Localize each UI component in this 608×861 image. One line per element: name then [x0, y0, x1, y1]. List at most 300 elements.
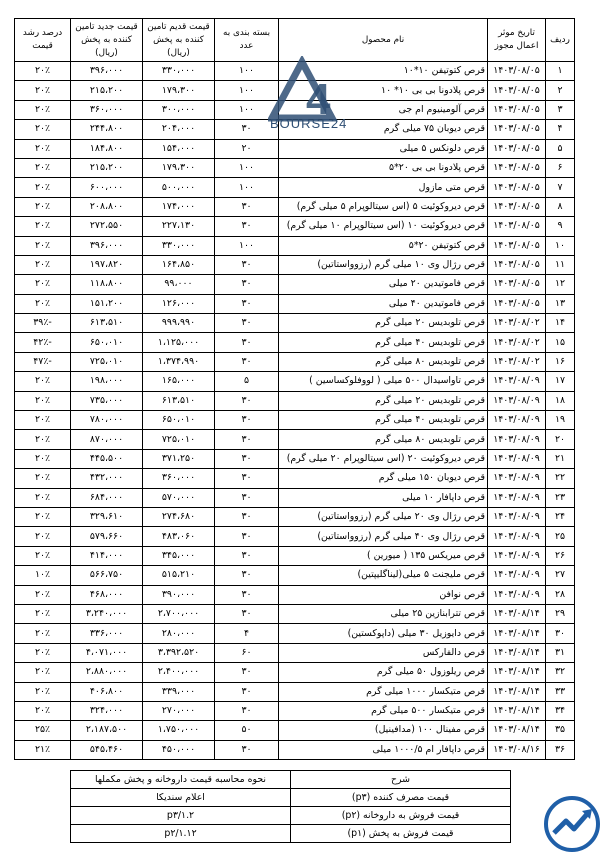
row-number: ۳۴ [546, 701, 575, 720]
row-new-price: ۱۹۷،۸۲۰ [71, 255, 143, 274]
footer-calc: اعلام سندیکا [71, 789, 291, 807]
row-date: ۱۴۰۳/۰۸/۰۹ [488, 546, 546, 565]
row-pack: ۶۰ [215, 643, 279, 662]
row-growth: ۲۰٪ [15, 100, 71, 119]
row-name: قرص تلوبدیس ۲۰ میلی گرم [279, 391, 488, 410]
row-number: ۳۵ [546, 721, 575, 740]
row-old-price: ۶۵۰،۰۱۰ [143, 411, 215, 430]
row-number: ۲۴ [546, 507, 575, 526]
table-row [15, 352, 575, 371]
row-growth: ۲۰٪ [15, 255, 71, 274]
row-name: قرص فاموتیدین ۲۰ میلی [279, 275, 488, 294]
row-new-price: ۳۲۴،۰۰۰ [71, 701, 143, 720]
header-name: نام محصول [279, 19, 488, 62]
row-name: قرص تترابنازین ۲۵ میلی [279, 604, 488, 623]
row-pack: ۳۰ [215, 604, 279, 623]
row-name: قرص نوافن [279, 585, 488, 604]
row-pack: ۱۰۰ [215, 158, 279, 177]
row-new-price: ۳،۲۴۰،۰۰۰ [71, 604, 143, 623]
trend-logo-icon [540, 795, 604, 853]
row-growth: ۲۰٪ [15, 663, 71, 682]
table-row [15, 701, 575, 720]
row-name: قرص تلوبدیس ۸۰ میلی گرم [279, 352, 488, 371]
header-pack: بسته بندی به عدد [215, 19, 279, 62]
row-date: ۱۴۰۳/۰۸/۰۲ [488, 333, 546, 352]
row-name: قرص تلوبدیس ۴۰ میلی گرم [279, 411, 488, 430]
row-growth: ۲۰٪ [15, 275, 71, 294]
row-old-price: ۹۹۹،۹۹۰ [143, 314, 215, 333]
row-growth: ۲۰٪ [15, 139, 71, 158]
row-name: قرص متیکسار ۵۰۰ میلی گرم [279, 701, 488, 720]
row-date: ۱۴۰۳/۰۸/۰۵ [488, 139, 546, 158]
row-old-price: ۱۶۴،۸۵۰ [143, 255, 215, 274]
table-row [15, 507, 575, 526]
row-pack: ۳۰ [215, 255, 279, 274]
row-pack: ۱۰۰ [215, 62, 279, 81]
row-name: قرص داپافار ۱۰ میلی [279, 488, 488, 507]
table-row [15, 294, 575, 313]
row-number: ۱۳ [546, 294, 575, 313]
table-row [15, 566, 575, 585]
row-pack: ۳۰ [215, 682, 279, 701]
row-old-price: ۱،۳۷۴،۹۹۰ [143, 352, 215, 371]
row-name: قرص ریلوزول ۵۰ میلی گرم [279, 663, 488, 682]
row-pack: ۳۰ [215, 701, 279, 720]
row-pack: ۳۰ [215, 546, 279, 565]
svg-text:4: 4 [306, 75, 331, 124]
header-growth: درصد رشد قیمت [15, 19, 71, 62]
row-old-price: ۱،۷۵۰،۰۰۰ [143, 721, 215, 740]
table-row [15, 372, 575, 391]
row-date: ۱۴۰۳/۰۸/۱۴ [488, 624, 546, 643]
row-number: ۴ [546, 120, 575, 139]
table-row [15, 217, 575, 236]
table-row [15, 314, 575, 333]
row-new-price: ۳۲۹،۶۱۰ [71, 507, 143, 526]
row-growth: ۲۰٪ [15, 217, 71, 236]
row-new-price: ۵۶۶،۷۵۰ [71, 566, 143, 585]
row-date: ۱۴۰۳/۰۸/۱۴ [488, 663, 546, 682]
table-row [15, 585, 575, 604]
table-row [15, 527, 575, 546]
row-old-price: ۳۶۰،۰۰۰ [143, 469, 215, 488]
table-row [15, 236, 575, 255]
footer-row [71, 789, 511, 807]
row-number: ۳۳ [546, 682, 575, 701]
row-number: ۱۱ [546, 255, 575, 274]
row-growth: ۲۰٪ [15, 120, 71, 139]
footer-desc: قیمت فروش به داروخانه (p۲) [291, 807, 511, 825]
table-row [15, 411, 575, 430]
row-number: ۱۲ [546, 275, 575, 294]
row-name: قرص تلوبدیس ۲۰ میلی گرم [279, 314, 488, 333]
row-new-price: ۳۳۶،۰۰۰ [71, 624, 143, 643]
row-name: قرص تلوبدیس ۸۰ میلی گرم [279, 430, 488, 449]
row-number: ۳۱ [546, 643, 575, 662]
row-new-price: ۳۹۶،۰۰۰ [71, 236, 143, 255]
row-date: ۱۴۰۳/۰۸/۰۵ [488, 217, 546, 236]
row-pack: ۳۰ [215, 585, 279, 604]
row-pack: ۳۰ [215, 333, 279, 352]
row-date: ۱۴۰۳/۰۸/۱۴ [488, 701, 546, 720]
row-pack: ۳۰ [215, 663, 279, 682]
table-row [15, 333, 575, 352]
row-old-price: ۳۳۹،۰۰۰ [143, 682, 215, 701]
row-name: قرص متیکسار ۱۰۰۰ میلی گرم [279, 682, 488, 701]
row-old-price: ۱۷۹،۳۰۰ [143, 158, 215, 177]
row-new-price: ۱۵۱،۲۰۰ [71, 294, 143, 313]
row-old-price: ۳،۳۹۲،۵۲۰ [143, 643, 215, 662]
row-pack: ۵ [215, 372, 279, 391]
row-pack: ۱۰۰ [215, 81, 279, 100]
row-date: ۱۴۰۳/۰۸/۰۵ [488, 62, 546, 81]
row-number: ۱۹ [546, 411, 575, 430]
footer-header-row [71, 771, 511, 789]
row-new-price: ۲۱۵،۲۰۰ [71, 158, 143, 177]
row-number: ۳۲ [546, 663, 575, 682]
row-new-price: ۶۰۰،۰۰۰ [71, 178, 143, 197]
row-new-price: ۶۵۰،۰۱۰ [71, 333, 143, 352]
row-number: ۶ [546, 158, 575, 177]
row-old-price: ۲،۷۰۰،۰۰۰ [143, 604, 215, 623]
row-pack: ۳۰ [215, 314, 279, 333]
row-name: قرص تلوبدیس ۴۰ میلی گرم [279, 333, 488, 352]
row-old-price: ۱۵۴،۰۰۰ [143, 139, 215, 158]
row-pack: ۱۰۰ [215, 100, 279, 119]
row-name: قرص پلادونا بی بی ۱۰* ۱۰ [279, 81, 488, 100]
row-old-price: ۳۳۰،۰۰۰ [143, 236, 215, 255]
table-row [15, 546, 575, 565]
row-growth: ۲۰٪ [15, 197, 71, 216]
row-number: ۱ [546, 62, 575, 81]
row-number: ۲۸ [546, 585, 575, 604]
row-growth: ۲۰٪ [15, 62, 71, 81]
row-old-price: ۱،۱۲۵،۰۰۰ [143, 333, 215, 352]
row-number: ۲۵ [546, 527, 575, 546]
table-row [15, 624, 575, 643]
row-number: ۱۷ [546, 372, 575, 391]
table-row [15, 604, 575, 623]
row-name: قرص فاموتیدین ۴۰ میلی [279, 294, 488, 313]
table-row [15, 255, 575, 274]
footer-header-desc: شرح [291, 771, 511, 789]
row-name: قرص آلومینیوم ام جی [279, 100, 488, 119]
row-number: ۳۰ [546, 624, 575, 643]
row-growth: ۲۰٪ [15, 585, 71, 604]
row-date: ۱۴۰۳/۰۸/۰۵ [488, 158, 546, 177]
row-growth: ۲۰٪ [15, 236, 71, 255]
row-number: ۱۰ [546, 236, 575, 255]
row-name: قرص مفینال ۱۰۰ (مدافینیل) [279, 721, 488, 740]
row-pack: ۲۰ [215, 139, 279, 158]
row-pack: ۴ [215, 624, 279, 643]
row-growth: ۲۰٪ [15, 158, 71, 177]
row-growth: -۴۲٪ [15, 333, 71, 352]
table-row [15, 430, 575, 449]
row-date: ۱۴۰۳/۰۸/۰۹ [488, 566, 546, 585]
row-new-price: ۱۱۸،۸۰۰ [71, 275, 143, 294]
row-old-price: ۲۷۴،۶۸۰ [143, 507, 215, 526]
header-old-price: قیمت قدیم تامین کننده به پخش (ریال) [143, 19, 215, 62]
row-date: ۱۴۰۳/۰۸/۰۹ [488, 391, 546, 410]
row-date: ۱۴۰۳/۰۸/۱۴ [488, 604, 546, 623]
row-number: ۱۸ [546, 391, 575, 410]
row-pack: ۳۰ [215, 566, 279, 585]
row-date: ۱۴۰۳/۰۸/۰۹ [488, 585, 546, 604]
row-date: ۱۴۰۳/۰۸/۰۵ [488, 255, 546, 274]
row-growth: ۲۰٪ [15, 546, 71, 565]
row-old-price: ۲،۴۰۰،۰۰۰ [143, 663, 215, 682]
row-number: ۹ [546, 217, 575, 236]
row-number: ۳ [546, 100, 575, 119]
row-number: ۷ [546, 178, 575, 197]
row-growth: ۲۰٪ [15, 449, 71, 468]
row-date: ۱۴۰۳/۰۸/۰۹ [488, 469, 546, 488]
row-number: ۲۰ [546, 430, 575, 449]
footer-calc: p۳/۱.۲ [71, 807, 291, 825]
row-new-price: ۴،۰۷۱،۰۰۰ [71, 643, 143, 662]
row-growth: ۲۰٪ [15, 701, 71, 720]
row-old-price: ۱۷۹،۳۰۰ [143, 81, 215, 100]
row-date: ۱۴۰۳/۰۸/۱۴ [488, 643, 546, 662]
row-old-price: ۹۹،۰۰۰ [143, 275, 215, 294]
row-pack: ۱۰۰ [215, 236, 279, 255]
row-old-price: ۷۲۵،۰۱۰ [143, 430, 215, 449]
row-date: ۱۴۰۳/۰۸/۰۹ [488, 372, 546, 391]
table-row [15, 449, 575, 468]
row-growth: ۲۰٪ [15, 430, 71, 449]
row-growth: ۲۰٪ [15, 411, 71, 430]
row-new-price: ۲۴۴،۸۰۰ [71, 120, 143, 139]
bourse24-watermark-text: BOURSE24 [270, 116, 348, 131]
row-number: ۲۹ [546, 604, 575, 623]
row-growth: -۴۷٪ [15, 352, 71, 371]
row-new-price: ۱۸۴،۸۰۰ [71, 139, 143, 158]
row-old-price: ۱۶۵،۰۰۰ [143, 372, 215, 391]
row-new-price: ۵۴۵،۴۶۰ [71, 740, 143, 759]
row-number: ۲۷ [546, 566, 575, 585]
row-number: ۱۵ [546, 333, 575, 352]
row-date: ۱۴۰۳/۰۸/۰۹ [488, 527, 546, 546]
row-pack: ۳۰ [215, 527, 279, 546]
row-new-price: ۱۹۸،۰۰۰ [71, 372, 143, 391]
row-old-price: ۱۷۴،۰۰۰ [143, 197, 215, 216]
row-growth: ۲۰٪ [15, 81, 71, 100]
footer-row [71, 807, 511, 825]
row-pack: ۳۰ [215, 217, 279, 236]
table-row [15, 643, 575, 662]
row-new-price: ۳۹۶،۰۰۰ [71, 62, 143, 81]
row-number: ۲۱ [546, 449, 575, 468]
row-new-price: ۴۰۶،۸۰۰ [71, 682, 143, 701]
row-pack: ۳۰ [215, 411, 279, 430]
row-new-price: ۷۲۵،۰۱۰ [71, 352, 143, 371]
table-row [15, 158, 575, 177]
row-name: قرص تاواسیدال ۵۰۰ میلی ( لووفلوکساسین ) [279, 372, 488, 391]
table-row [15, 488, 575, 507]
row-pack: ۳۰ [215, 197, 279, 216]
row-growth: ۲۰٪ [15, 391, 71, 410]
header-row-no: ردیف [546, 19, 575, 62]
row-new-price: ۶۱۳،۵۱۰ [71, 314, 143, 333]
table-row [15, 721, 575, 740]
row-pack: ۳۰ [215, 469, 279, 488]
row-number: ۱۴ [546, 314, 575, 333]
footer-row [71, 825, 511, 843]
row-date: ۱۴۰۳/۰۸/۰۹ [488, 411, 546, 430]
row-date: ۱۴۰۳/۰۸/۰۹ [488, 430, 546, 449]
row-new-price: ۲۷۲،۵۵۰ [71, 217, 143, 236]
row-growth: ۲۰٪ [15, 604, 71, 623]
row-name: قرص رژال وی ۴۰ میلی گرم (رزوواستاتین) [279, 527, 488, 546]
row-pack: ۳۰ [215, 740, 279, 759]
row-pack: ۳۰ [215, 294, 279, 313]
row-number: ۲۲ [546, 469, 575, 488]
row-name: قرص دیروکوئیت ۱۰ (اس سیتالوپرام ۱۰ میلی گرم) [279, 217, 488, 236]
row-new-price: ۴۳۲،۰۰۰ [71, 469, 143, 488]
row-name: قرص میریکس ۱۳۵ ( میورین ) [279, 546, 488, 565]
row-growth: ۲۰٪ [15, 469, 71, 488]
row-pack: ۳۰ [215, 449, 279, 468]
row-date: ۱۴۰۳/۰۸/۰۵ [488, 81, 546, 100]
row-growth: -۳۹٪ [15, 314, 71, 333]
row-old-price: ۳۷۱،۲۵۰ [143, 449, 215, 468]
row-date: ۱۴۰۳/۰۸/۰۵ [488, 120, 546, 139]
row-old-price: ۲۲۷،۱۳۰ [143, 217, 215, 236]
row-date: ۱۴۰۳/۰۸/۰۹ [488, 507, 546, 526]
row-growth: ۲۰٪ [15, 488, 71, 507]
row-pack: ۳۰ [215, 275, 279, 294]
row-growth: ۲۰٪ [15, 507, 71, 526]
row-date: ۱۴۰۳/۰۸/۱۶ [488, 740, 546, 759]
row-new-price: ۲۰۸،۸۰۰ [71, 197, 143, 216]
row-name: قرص دلونکس ۵ میلی [279, 139, 488, 158]
row-name: قرص رژال وی ۲۰ میلی گرم (رزوواستاتین) [279, 507, 488, 526]
row-growth: ۲۰٪ [15, 294, 71, 313]
row-pack: ۳۰ [215, 391, 279, 410]
row-old-price: ۶۱۳،۵۱۰ [143, 391, 215, 410]
table-row [15, 740, 575, 759]
row-growth: ۲۰٪ [15, 372, 71, 391]
header-date: تاریخ موثر اعمال مجوز [488, 19, 546, 62]
row-growth: ۱۰٪ [15, 566, 71, 585]
row-old-price: ۲۷۰،۰۰۰ [143, 701, 215, 720]
row-name: قرص دیروکوئیت ۵ (اس سیتالوپرام ۵ میلی گرم) [279, 197, 488, 216]
row-old-price: ۳۹۰،۰۰۰ [143, 585, 215, 604]
row-date: ۱۴۰۳/۰۸/۰۹ [488, 449, 546, 468]
row-number: ۳۶ [546, 740, 575, 759]
row-pack: ۳۰ [215, 352, 279, 371]
table-row [15, 139, 575, 158]
row-growth: ۲۰٪ [15, 624, 71, 643]
row-old-price: ۴۸۳،۰۶۰ [143, 527, 215, 546]
table-row [15, 197, 575, 216]
row-old-price: ۲۸۰،۰۰۰ [143, 624, 215, 643]
table-row [15, 275, 575, 294]
row-name: قرص دایوزیل ۳۰ میلی (داپوکستین) [279, 624, 488, 643]
row-growth: ۲۵٪ [15, 721, 71, 740]
row-name: قرص دیروکوئیت ۲۰ (اس سیتالوپرام ۲۰ میلی گرم) [279, 449, 488, 468]
row-new-price: ۷۸۰،۰۰۰ [71, 411, 143, 430]
row-number: ۲۶ [546, 546, 575, 565]
table-row [15, 663, 575, 682]
row-old-price: ۲۰۴،۰۰۰ [143, 120, 215, 139]
row-old-price: ۳۰۰،۰۰۰ [143, 100, 215, 119]
table-row [15, 682, 575, 701]
row-new-price: ۴۴۵،۵۰۰ [71, 449, 143, 468]
row-growth: ۲۰٪ [15, 643, 71, 662]
row-new-price: ۴۱۴،۰۰۰ [71, 546, 143, 565]
row-new-price: ۴۶۸،۰۰۰ [71, 585, 143, 604]
row-name: قرص رژال وی ۱۰ میلی گرم (رزوواستاتین) [279, 255, 488, 274]
row-date: ۱۴۰۳/۰۸/۰۵ [488, 197, 546, 216]
row-pack: ۳۰ [215, 120, 279, 139]
row-date: ۱۴۰۳/۰۸/۰۵ [488, 236, 546, 255]
row-new-price: ۲۱۵،۲۰۰ [71, 81, 143, 100]
row-growth: ۲۰٪ [15, 682, 71, 701]
row-number: ۵ [546, 139, 575, 158]
footer-calc: p۲/۱.۱۲ [71, 825, 291, 843]
row-pack: ۳۰ [215, 488, 279, 507]
row-new-price: ۵۷۹،۶۶۰ [71, 527, 143, 546]
row-growth: ۲۱٪ [15, 740, 71, 759]
row-old-price: ۴۵۰،۰۰۰ [143, 740, 215, 759]
row-old-price: ۳۴۵،۰۰۰ [143, 546, 215, 565]
row-new-price: ۶۸۴،۰۰۰ [71, 488, 143, 507]
row-old-price: ۵۱۵،۲۱۰ [143, 566, 215, 585]
row-name: قرص دالفارکس [279, 643, 488, 662]
row-name: قرص دیوبان ۱۵۰ میلی گرم [279, 469, 488, 488]
table-row [15, 391, 575, 410]
row-pack: ۳۰ [215, 507, 279, 526]
row-growth: ۲۰٪ [15, 527, 71, 546]
header-new-price: قیمت جدید تامین کننده به پخش (ریال) [71, 19, 143, 62]
row-number: ۲ [546, 81, 575, 100]
row-name: قرص کتوتیفن ۲۰*۵ [279, 236, 488, 255]
pricing-method-table [70, 770, 511, 843]
footer-header-calc: نحوه محاسبه قیمت داروخانه و پخش مکملها [71, 771, 291, 789]
row-date: ۱۴۰۳/۰۸/۱۴ [488, 682, 546, 701]
row-name: قرص کتوتیفن ۱۰*۱۰ [279, 62, 488, 81]
row-number: ۲۳ [546, 488, 575, 507]
row-date: ۱۴۰۳/۰۸/۰۲ [488, 352, 546, 371]
row-name: قرص متی مازول [279, 178, 488, 197]
row-pack: ۳۰ [215, 430, 279, 449]
row-new-price: ۷۳۵،۰۰۰ [71, 391, 143, 410]
row-date: ۱۴۰۳/۰۸/۰۵ [488, 275, 546, 294]
row-old-price: ۵۰۰،۰۰۰ [143, 178, 215, 197]
row-date: ۱۴۰۳/۰۸/۰۲ [488, 314, 546, 333]
row-new-price: ۲،۱۸۷،۵۰۰ [71, 721, 143, 740]
table-row [15, 469, 575, 488]
footer-desc: قیمت فروش به پخش (p۱) [291, 825, 511, 843]
row-pack: ۵۰ [215, 721, 279, 740]
row-date: ۱۴۰۳/۰۸/۱۴ [488, 721, 546, 740]
footer-desc: قیمت مصرف کننده (p۳) [291, 789, 511, 807]
table-row [15, 178, 575, 197]
row-date: ۱۴۰۳/۰۸/۰۵ [488, 294, 546, 313]
row-new-price: ۲،۸۸۰،۰۰۰ [71, 663, 143, 682]
row-name: قرص دیوبان ۷۵ میلی گرم [279, 120, 488, 139]
row-date: ۱۴۰۳/۰۸/۰۵ [488, 100, 546, 119]
row-growth: ۲۰٪ [15, 178, 71, 197]
row-pack: ۱۰۰ [215, 178, 279, 197]
row-old-price: ۱۲۶،۰۰۰ [143, 294, 215, 313]
row-new-price: ۳۶۰،۰۰۰ [71, 100, 143, 119]
row-name: قرص ملیجنت ۵ میلی(لیناگلیپتین) [279, 566, 488, 585]
row-number: ۱۶ [546, 352, 575, 371]
row-new-price: ۸۷۰،۰۰۰ [71, 430, 143, 449]
